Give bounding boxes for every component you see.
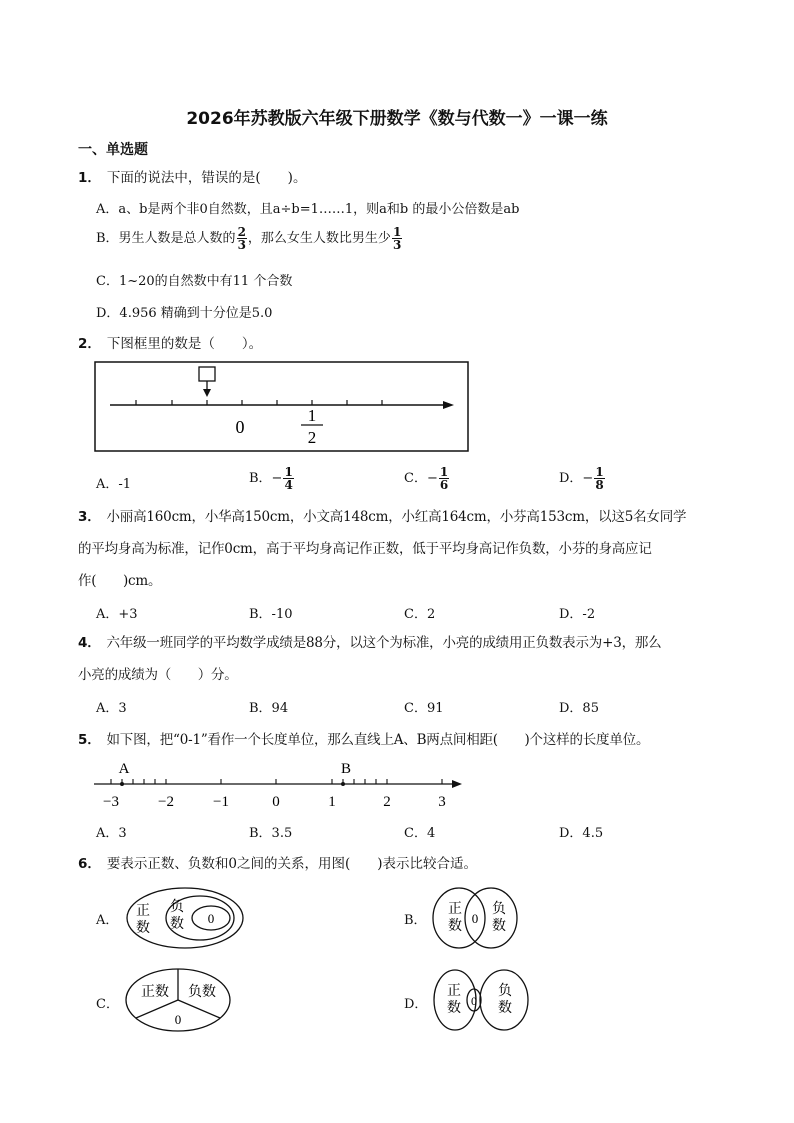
question-number: 2． — [78, 336, 101, 352]
fraction — [594, 466, 604, 491]
question-text: 下面的说法中，错误的是( )。 — [106, 170, 307, 186]
q6-diagram-c — [122, 966, 234, 1034]
question-line: 作( )cm。 — [78, 573, 162, 589]
label-zheng: 正 — [447, 984, 461, 999]
numerator: 1 — [439, 465, 449, 479]
question-number: 1． — [78, 170, 101, 186]
question-text: 下图框里的数是（ ）。 — [106, 336, 263, 352]
q6-option-b[interactable]: B． — [404, 913, 427, 928]
q2-option-d[interactable] — [559, 466, 606, 491]
label-fu: 负 — [170, 900, 184, 915]
q4-option-a[interactable]: A．3 — [96, 701, 127, 716]
half-denominator: 2 — [307, 428, 317, 447]
q2-option-a[interactable]: A．-1 — [96, 477, 132, 492]
question-4-stem — [78, 627, 718, 691]
q4-option-b[interactable]: B．94 — [249, 701, 289, 716]
q2-option-b[interactable] — [249, 466, 295, 491]
tick-label: −1 — [213, 794, 229, 810]
q1-option-a[interactable]: A．a、b是两个非0自然数，且a÷b=1……1，则a和b 的最小公倍数是ab — [96, 202, 520, 217]
option-text: C．− — [404, 471, 438, 486]
q2-number-line-figure — [94, 361, 470, 453]
label-shu: 数 — [447, 1001, 461, 1016]
question-text: 六年级一班同学的平均数学成绩是88分，以这个为标准，小亮的成绩用正负数表示为+3，那么 — [106, 635, 662, 651]
question-text: 小丽高160cm，小华高150cm，小文高148cm，小红高164cm，小芬高153cm，以这5名女同学 — [106, 509, 687, 525]
q5-option-b[interactable]: B．3.5 — [249, 826, 293, 841]
pointer-arrow — [203, 389, 211, 397]
half-numerator: 1 — [307, 406, 317, 425]
label-zero: 0 — [174, 1012, 182, 1027]
q5-option-c[interactable]: C．4 — [404, 826, 436, 841]
q4-option-c[interactable]: C．91 — [404, 701, 444, 716]
label-zheng: 正 — [448, 902, 462, 917]
question-5-stem — [78, 728, 649, 748]
denominator: 8 — [595, 478, 604, 492]
q3-option-a[interactable]: A．+3 — [96, 607, 138, 622]
q3-option-b[interactable]: B．-10 — [249, 607, 293, 622]
q6-diagram-b — [430, 884, 520, 952]
denominator: 6 — [439, 478, 449, 492]
tick-label: −2 — [158, 794, 174, 810]
divider — [136, 1000, 178, 1018]
tick-label: −3 — [103, 794, 119, 810]
tick-label: 1 — [328, 794, 336, 810]
tick-label: 3 — [438, 794, 446, 810]
q6-diagram-d — [430, 966, 532, 1034]
question-1-stem — [78, 166, 306, 186]
numerator: 1 — [284, 465, 293, 479]
tick-label: 0 — [272, 794, 280, 810]
answer-box — [199, 367, 215, 381]
point-b-label: B — [340, 761, 352, 777]
q3-option-c[interactable]: C．2 — [404, 607, 436, 622]
question-number: 4． — [78, 635, 101, 651]
denominator: 3 — [237, 238, 246, 252]
arrow-head — [443, 401, 454, 409]
q3-option-d[interactable]: D．-2 — [559, 607, 596, 622]
question-3-stem — [78, 501, 718, 597]
fraction — [392, 226, 402, 251]
zero-label: 0 — [235, 417, 245, 437]
question-line: 小亮的成绩为（ ）分。 — [78, 667, 238, 683]
q6-diagram-a — [122, 884, 248, 952]
numerator: 1 — [595, 465, 604, 479]
label-shu: 数 — [492, 919, 506, 934]
point-b — [341, 782, 345, 786]
q1-option-c[interactable]: C．1~20的自然数中有11 个合数 — [96, 274, 293, 289]
q2-option-c[interactable] — [404, 466, 450, 491]
numerator: 2 — [237, 225, 246, 239]
question-line — [78, 627, 718, 659]
q6-option-c[interactable]: C． — [96, 997, 119, 1012]
q6-option-a[interactable]: A． — [96, 913, 119, 928]
point-a-label: A — [118, 761, 130, 777]
question-line — [78, 501, 718, 533]
label-zero: 0 — [471, 911, 479, 926]
question-number: 6． — [78, 856, 101, 872]
question-2-stem — [78, 332, 262, 352]
label-fu: 负 — [498, 984, 512, 999]
tick-labels — [103, 794, 446, 810]
label-zero: 0 — [471, 994, 477, 1008]
label-shu: 数 — [170, 917, 184, 932]
option-text: ，那么女生人数比男生少 — [247, 231, 391, 246]
section-heading: 一、单选题 — [78, 142, 148, 158]
q1-option-b[interactable] — [96, 226, 403, 251]
q4-option-d[interactable]: D．85 — [559, 701, 599, 716]
minor-ticks — [111, 779, 442, 784]
denominator: 3 — [392, 238, 402, 252]
label-zhengshu: 正数 — [141, 985, 169, 1000]
divider — [178, 1000, 220, 1018]
label-zheng: 正 — [136, 904, 150, 919]
arrow-head — [452, 780, 462, 788]
question-number: 3． — [78, 509, 101, 525]
page-title: 2026年苏教版六年级下册数学《数与代数一》一课一练 — [186, 109, 608, 129]
label-shu: 数 — [498, 1001, 512, 1016]
numerator: 1 — [392, 225, 402, 239]
left-ellipse — [434, 970, 476, 1030]
figure-frame — [95, 362, 468, 451]
right-ellipse — [480, 970, 528, 1030]
fraction — [283, 466, 293, 491]
fraction — [439, 466, 449, 491]
question-text: 要表示正数、负数和0之间的关系，用图( )表示比较合适。 — [106, 856, 478, 872]
q6-option-d[interactable]: D． — [404, 997, 428, 1012]
label-shu: 数 — [136, 921, 150, 936]
question-line: 的平均身高为标准，记作0cm，高于平均身高记作正数，低于平均身高记作负数，小芬的身高应记 — [78, 541, 652, 557]
q5-option-d[interactable]: D．4.5 — [559, 826, 604, 841]
tick-label: 2 — [383, 794, 391, 810]
label-zero: 0 — [207, 911, 215, 926]
question-number: 5． — [78, 732, 101, 748]
question-6-stem — [78, 852, 477, 872]
option-text: B．男生人数是总人数的 — [96, 231, 236, 246]
fraction — [237, 226, 247, 251]
option-text: B．− — [249, 471, 283, 486]
q5-number-line-figure — [90, 756, 470, 814]
denominator: 4 — [284, 478, 293, 492]
label-shu: 数 — [448, 919, 462, 934]
label-fushu: 负数 — [188, 985, 216, 1000]
option-text: D．− — [559, 471, 594, 486]
q5-option-a[interactable]: A．3 — [96, 826, 127, 841]
label-fu: 负 — [492, 902, 506, 917]
question-text: 如下图，把“0-1”看作一个长度单位，那么直线上A、B两点间相距( )个这样的长度单位。 — [106, 732, 650, 748]
q1-option-d[interactable]: D．4.956 精确到十分位是5.0 — [96, 306, 273, 321]
point-a — [120, 782, 124, 786]
